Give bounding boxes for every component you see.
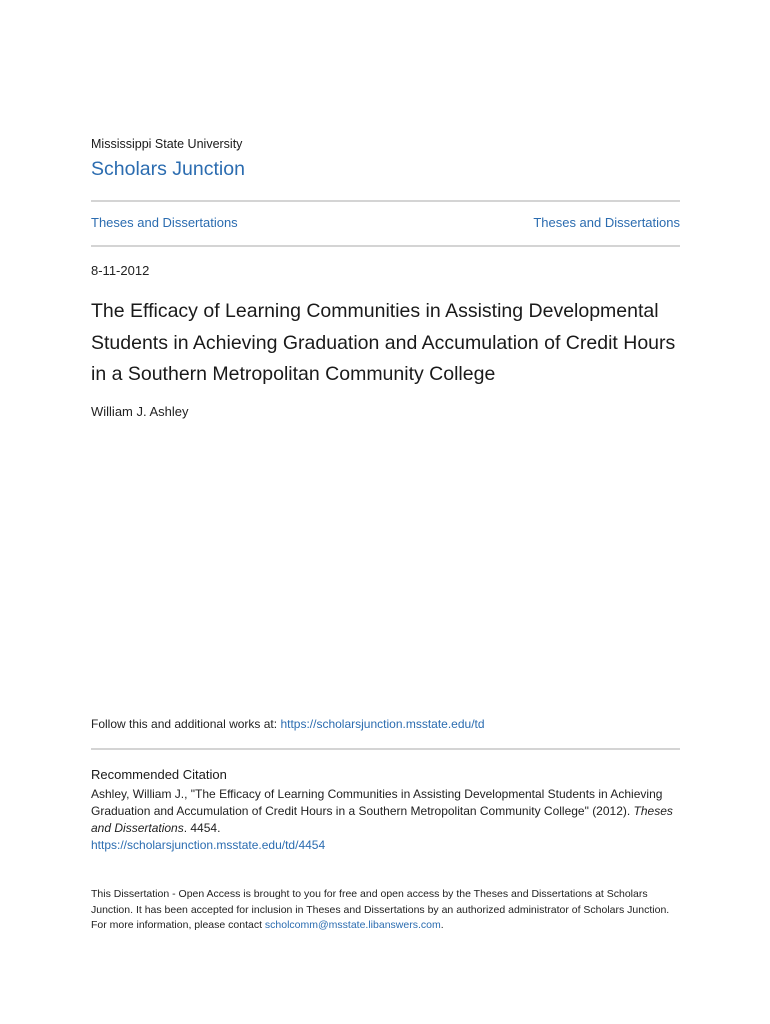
- access-notice-text: This Dissertation - Open Access is brought to you for free and open access by the Theses and Dissertations at Scholars Junction. It has been accepted for inclusion in Theses and Dissertations by an authorized administrator of Scholars Junction. For more information, please contact: [91, 888, 670, 931]
- top-divider: [91, 200, 680, 202]
- contact-email-link[interactable]: scholcomm@msstate.libanswers.com: [264, 919, 441, 931]
- document-title: The Efficacy of Learning Communities in Assisting Developmental Students in Achieving Graduation and Accumulation of Credit Hours in a Southern Metropolitan Community College: [91, 300, 676, 385]
- citation-series: Theses and Dissertations: [91, 804, 673, 835]
- follow-link[interactable]: https://scholarsjunction.msstate.edu/td: [280, 717, 485, 731]
- access-notice-end: .: [440, 919, 444, 931]
- citation-number: . 4454.: [183, 821, 221, 835]
- follow-line: [91, 717, 485, 731]
- access-notice: [91, 887, 680, 934]
- citation-block: [91, 786, 680, 854]
- citation-heading: Recommended Citation: [91, 767, 227, 782]
- cover-page: [91, 0, 680, 1024]
- collection-link-right[interactable]: Theses and Dissertations: [533, 215, 680, 230]
- citation-link[interactable]: https://scholarsjunction.msstate.edu/td/4454: [91, 838, 326, 852]
- citation-divider: [91, 748, 680, 750]
- collection-divider: [91, 245, 680, 247]
- follow-prefix: Follow this and additional works at:: [91, 717, 281, 731]
- institution-name: Mississippi State University: [91, 137, 243, 151]
- citation-text: Ashley, William J., "The Efficacy of Learning Communities in Assisting Developmental Students in Achieving Graduation and Accumulation of Credit Hours in a Southern Metropolitan Community College" (2012).: [91, 787, 663, 818]
- publication-date: 8-11-2012: [91, 263, 150, 278]
- collection-link-left[interactable]: Theses and Dissertations: [91, 215, 238, 230]
- repository-link[interactable]: Scholars Junction: [91, 158, 245, 180]
- author-name: William J. Ashley: [91, 404, 189, 419]
